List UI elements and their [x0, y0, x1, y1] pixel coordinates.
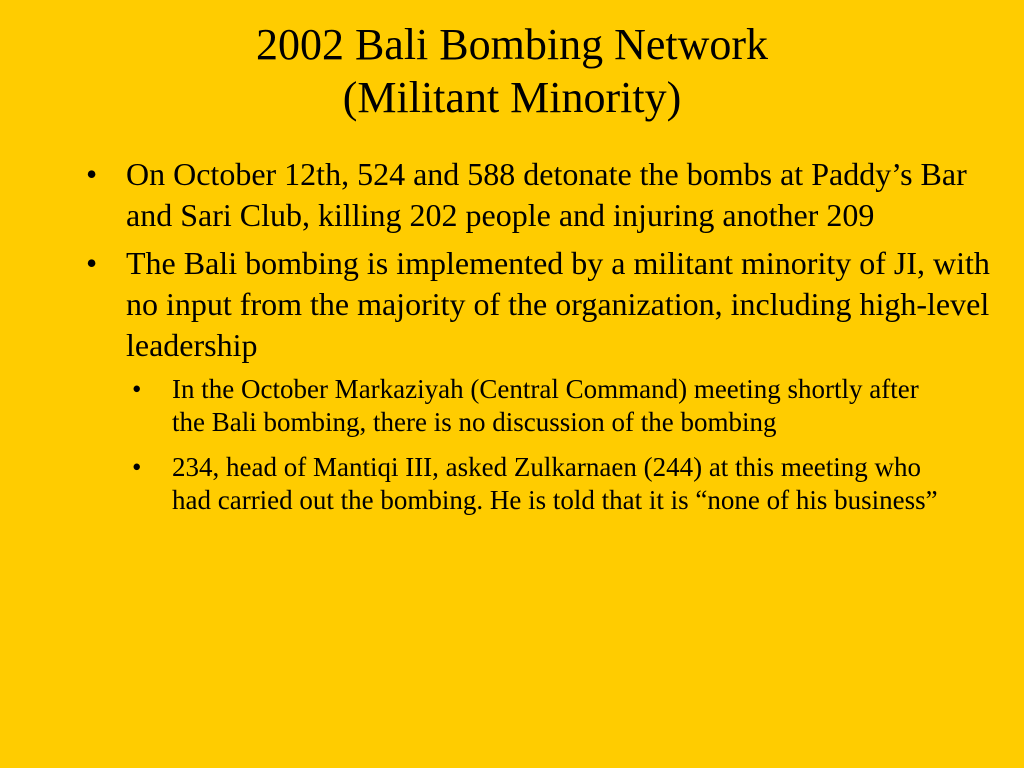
slide-body: [86, 154, 996, 529]
slide-title: [0, 18, 1024, 124]
slide-title-line-2: (Militant Minority): [342, 73, 682, 122]
sub-bullet-list: [86, 373, 996, 517]
sub-bullet-text: In the October Markaziyah (Central Command) meeting shortly after the Bali bombing, there is no discussion of the bombing: [172, 374, 919, 437]
bullet-icon: •: [86, 245, 98, 281]
sub-bullet-item-1: [132, 373, 952, 439]
sub-bullet-icon: •: [132, 374, 142, 404]
bullet-item-2: [86, 243, 996, 366]
bullet-text: On October 12th, 524 and 588 detonate the bombs at Paddy’s Bar and Sari Club, killing 202 people and injuring another 209: [126, 156, 967, 233]
sub-bullet-text: 234, head of Mantiqi III, asked Zulkarnaen (244) at this meeting who had carried out the bombing. He is told that it is “none of his business”: [172, 452, 938, 515]
bullet-item-1: [86, 154, 996, 236]
slide-title-line-1: 2002 Bali Bombing Network: [255, 20, 769, 69]
bullet-text: The Bali bombing is implemented by a militant minority of JI, with no input from the majority of the organization, including high-level leadership: [126, 245, 990, 363]
bullet-icon: •: [86, 156, 98, 192]
sub-bullet-item-2: [132, 451, 952, 517]
sub-bullet-icon: •: [132, 452, 142, 482]
